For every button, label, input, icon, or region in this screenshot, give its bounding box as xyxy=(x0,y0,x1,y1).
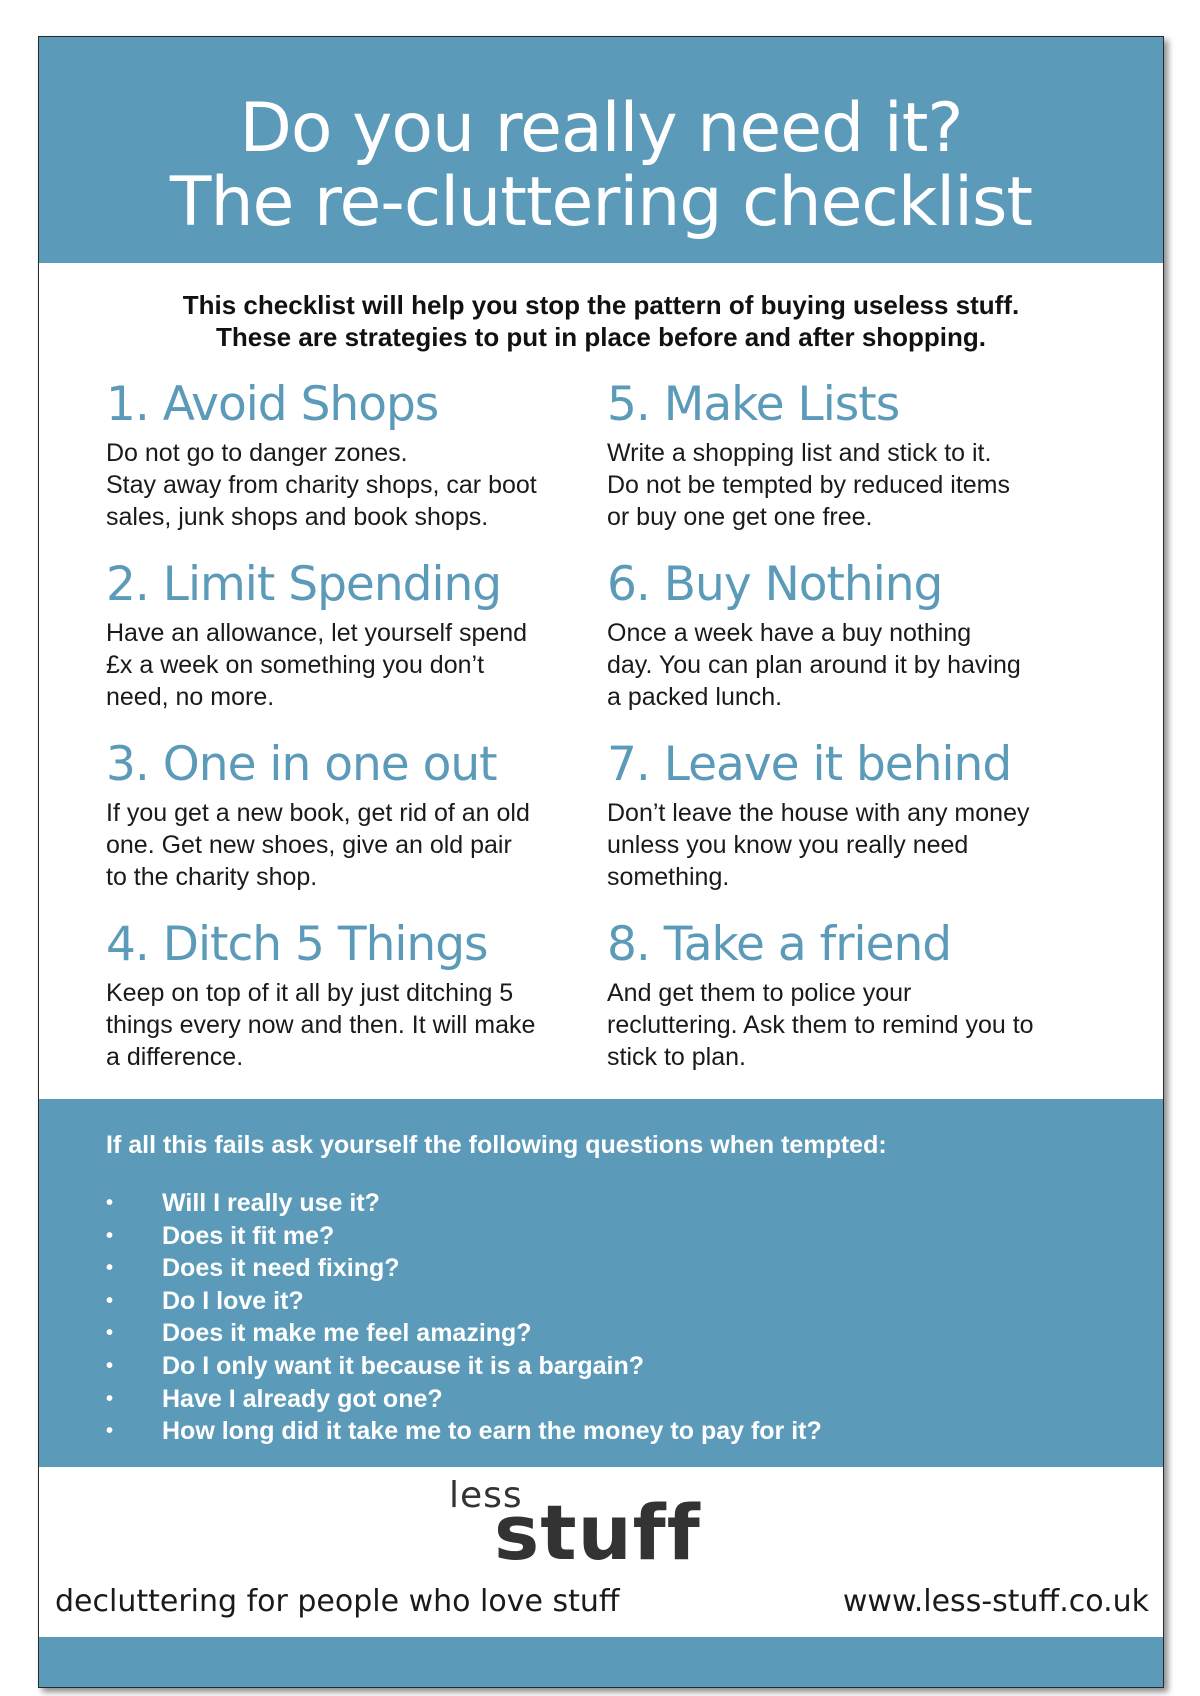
step-title: 4. Ditch 5 Things xyxy=(106,917,488,972)
bullet-icon: • xyxy=(106,1224,114,1247)
question-text: Have I already got one? xyxy=(162,1384,443,1413)
step-description xyxy=(106,437,596,533)
step-description-line: Do not be tempted by reduced items xyxy=(607,471,1011,499)
less-stuff-logo xyxy=(39,1475,1163,1577)
step-description-line: one. Get new shoes, give an old pair xyxy=(106,831,512,859)
step-description-line: need, no more. xyxy=(106,683,275,711)
step-description-line: Write a shopping list and stick to it. xyxy=(607,439,992,467)
step-title: 6. Buy Nothing xyxy=(607,557,943,612)
step-description-line: £x a week on something you don’t xyxy=(106,651,485,679)
bullet-icon: • xyxy=(106,1257,114,1280)
step-description xyxy=(607,437,1097,533)
step-description-line: Do not go to danger zones. xyxy=(106,439,408,467)
step-buy-nothing xyxy=(607,557,1097,713)
page-title-line-2: The re-cluttering checklist xyxy=(169,163,1033,242)
step-description-line: unless you know you really need xyxy=(607,831,969,859)
step-description-line: or buy one get one free. xyxy=(607,503,873,531)
step-description xyxy=(106,797,596,893)
step-limit-spending xyxy=(106,557,596,713)
step-description-line: If you get a new book, get rid of an old xyxy=(106,799,530,827)
step-title: 8. Take a friend xyxy=(607,917,952,972)
question-text: How long did it take me to earn the money to pay for it? xyxy=(162,1417,822,1446)
question-text: Does it need fixing? xyxy=(162,1254,400,1283)
questions-panel xyxy=(39,1099,1163,1467)
step-title: 7. Leave it behind xyxy=(607,737,1012,792)
step-description xyxy=(607,797,1097,893)
step-avoid-shops xyxy=(106,377,596,533)
step-leave-it-behind xyxy=(607,737,1097,893)
step-ditch-5-things xyxy=(106,917,596,1073)
question-text: Do I love it? xyxy=(162,1286,304,1315)
step-description-line: a difference. xyxy=(106,1043,244,1071)
step-description xyxy=(106,977,596,1073)
bullet-icon: • xyxy=(106,1322,114,1345)
step-description-line: something. xyxy=(607,863,730,891)
step-description xyxy=(106,617,596,713)
step-description-line: sales, junk shops and book shops. xyxy=(106,503,489,531)
step-make-lists xyxy=(607,377,1097,533)
step-title: 5. Make Lists xyxy=(607,377,900,432)
step-description-line: day. You can plan around it by having xyxy=(607,651,1021,679)
step-description-line: Have an allowance, let yourself spend xyxy=(106,619,528,647)
step-take-a-friend xyxy=(607,917,1097,1073)
step-description-line: Keep on top of it all by just ditching 5 xyxy=(106,979,514,1007)
bullet-icon: • xyxy=(106,1354,114,1377)
header-banner xyxy=(39,37,1163,263)
website-url: www.less-stuff.co.uk xyxy=(842,1584,1149,1619)
logo-stuff-text: stuff xyxy=(494,1488,701,1577)
questions-heading: If all this fails ask yourself the following questions when tempted: xyxy=(106,1131,887,1159)
step-description xyxy=(607,617,1097,713)
step-title: 3. One in one out xyxy=(106,737,497,792)
step-description-line: Don’t leave the house with any money xyxy=(607,799,1030,827)
bullet-icon: • xyxy=(106,1387,114,1410)
step-one-in-one-out xyxy=(106,737,596,893)
tagline: decluttering for people who love stuff xyxy=(55,1584,620,1619)
step-description xyxy=(607,977,1097,1073)
intro-text-line-2: These are strategies to put in place before and after shopping. xyxy=(215,322,987,352)
step-title: 1. Avoid Shops xyxy=(106,377,439,432)
logo-less-text: less xyxy=(449,1475,523,1516)
bullet-icon: • xyxy=(106,1420,114,1443)
intro-text-line-1: This checklist will help you stop the pattern of buying useless stuff. xyxy=(182,290,1020,320)
step-description-line: things every now and then. It will make xyxy=(106,1011,536,1039)
step-description-line: recluttering. Ask them to remind you to xyxy=(607,1011,1034,1039)
step-description-line: a packed lunch. xyxy=(607,683,783,711)
step-description-line: stick to plan. xyxy=(607,1043,746,1071)
step-description-line: to the charity shop. xyxy=(106,863,318,891)
step-description-line: And get them to police your xyxy=(607,979,912,1007)
question-text: Will I really use it? xyxy=(162,1189,380,1217)
question-text: Does it fit me? xyxy=(162,1221,335,1250)
question-text: Does it make me feel amazing? xyxy=(162,1319,532,1348)
bullet-icon: • xyxy=(106,1289,114,1312)
footer-band xyxy=(39,1637,1163,1687)
page-title-line-1: Do you really need it? xyxy=(239,89,963,168)
question-text: Do I only want it because it is a bargain? xyxy=(162,1351,645,1380)
step-description-line: Stay away from charity shops, car boot xyxy=(106,471,537,499)
step-title: 2. Limit Spending xyxy=(106,557,502,612)
checklist-poster xyxy=(38,36,1164,1688)
bullet-icon: • xyxy=(106,1192,114,1214)
step-description-line: Once a week have a buy nothing xyxy=(607,619,972,647)
